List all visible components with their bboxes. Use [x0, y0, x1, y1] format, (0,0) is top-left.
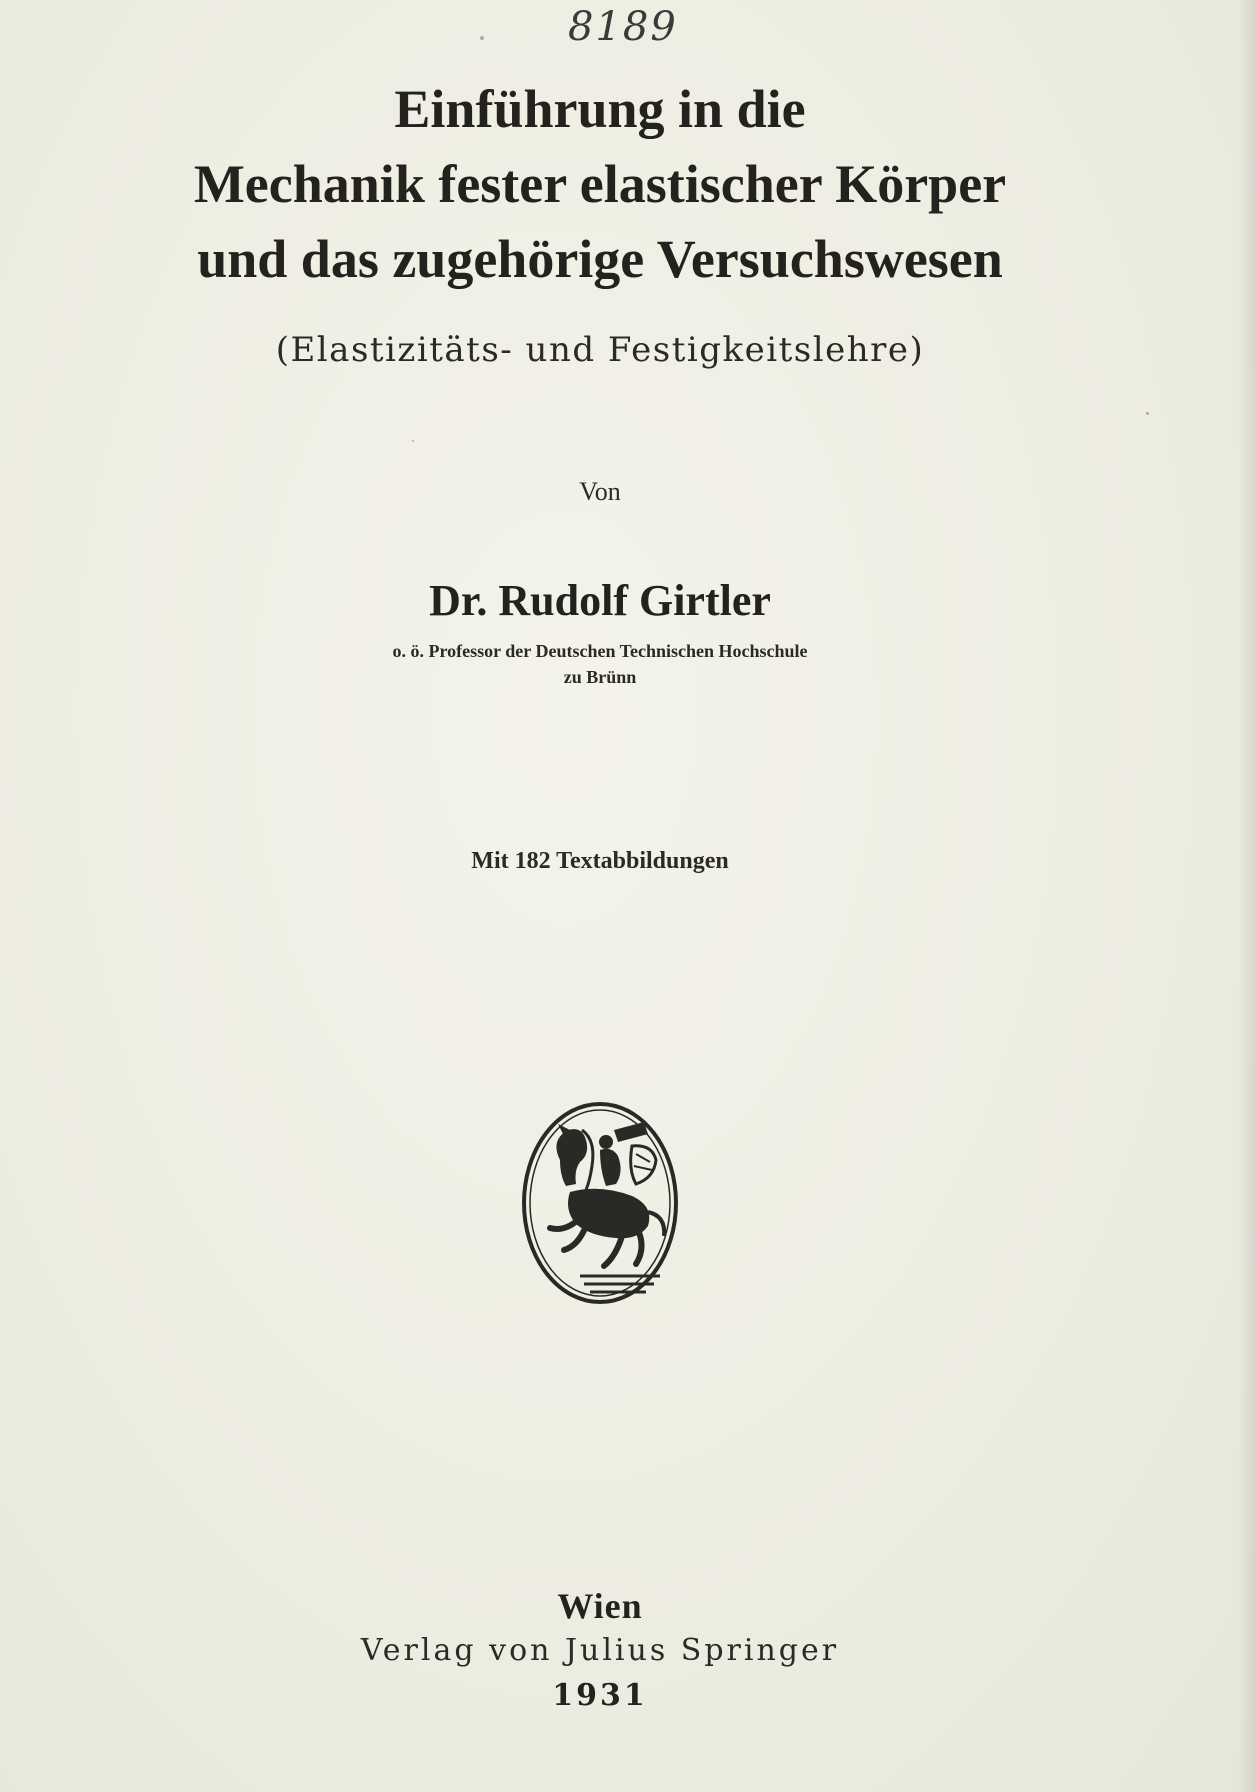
author-name: Dr. Rudolf Girtler	[429, 576, 771, 625]
illustrations-note: Mit 182 Textabbildungen	[471, 848, 729, 874]
book-title	[0, 72, 1200, 297]
paper-speck	[1146, 412, 1149, 415]
affiliation-line-2: zu Brünn	[563, 667, 637, 687]
paper-speck	[480, 36, 484, 40]
title-line-3: und das zugehörige Versuchswesen	[197, 229, 1003, 289]
springer-knight-logo-icon	[520, 1100, 680, 1306]
paper-speck	[412, 440, 414, 442]
page-edge-shadow	[1238, 0, 1256, 1792]
title-line-1: Einführung in die	[394, 79, 806, 139]
imprint-city: Wien	[557, 1586, 643, 1626]
affiliation-line-1: o. ö. Professor der Deutschen Technischen Hochschule	[392, 641, 808, 661]
handwritten-shelfmark: 8189	[568, 4, 678, 50]
title-line-2: Mechanik fester elastischer Körper	[193, 154, 1007, 214]
imprint-publisher: Verlag von Julius Springer	[360, 1633, 840, 1668]
author-affiliation	[0, 638, 1200, 690]
byline: Von	[579, 477, 621, 506]
imprint-year: 1931	[552, 1678, 648, 1713]
book-subtitle: (Elastizitäts- und Festigkeitslehre)	[275, 330, 925, 370]
